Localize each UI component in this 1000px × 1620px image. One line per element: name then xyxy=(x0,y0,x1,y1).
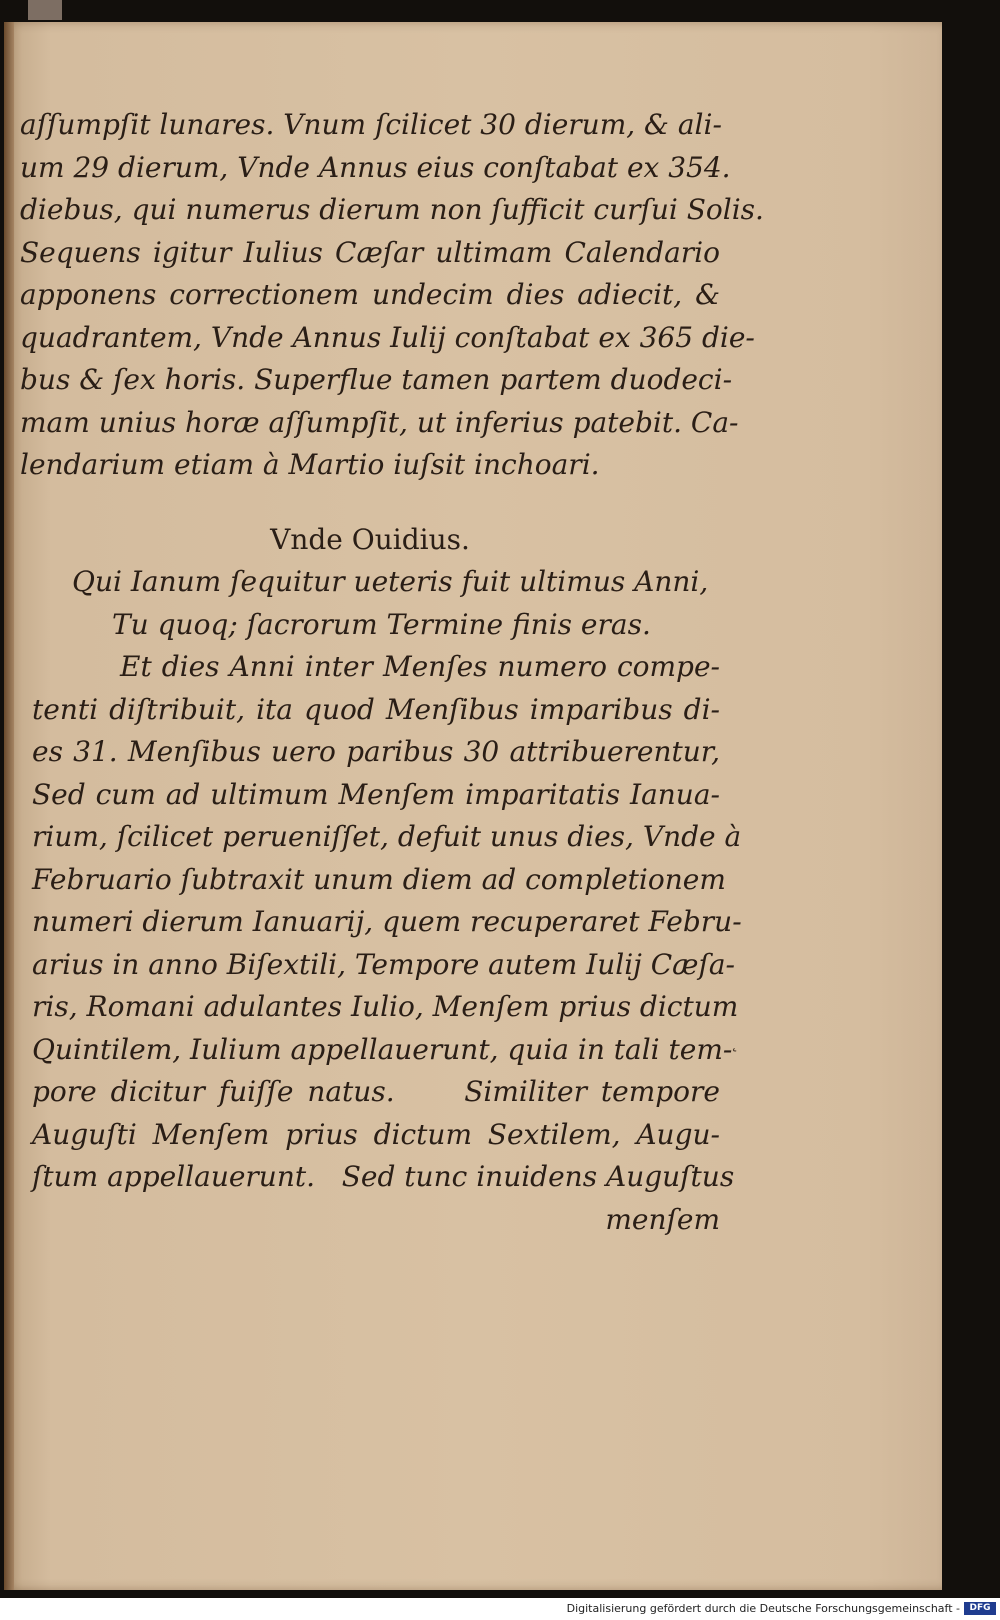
text-line: Et dies Anni inter Menſes numero compe- xyxy=(120,650,720,683)
text-line: bus & ſex horis. Superflue tamen partem duodeci- xyxy=(20,363,733,396)
text-line: Sequens igitur Iulius Cæſar ultimam Calendario xyxy=(20,235,720,269)
text-line: rium, ſcilicet perueniſſet, defuit unus dies, Vnde à xyxy=(32,820,742,853)
dfg-logo: DFG xyxy=(964,1602,996,1615)
text-line: quadrantem, Vnde Annus Iulij conſtabat ex 365 die- xyxy=(20,320,755,354)
text-line: lendarium etiam à Martio iuſsit inchoari. xyxy=(20,448,600,481)
paragraph-2 xyxy=(20,646,742,1199)
margin-mark: ˛ xyxy=(730,1032,739,1053)
text-line: aſſumpſit lunares. Vnum ſcilicet 30 dierum, & ali- xyxy=(20,108,722,141)
page-text xyxy=(20,104,764,1241)
text-line: mam unius horæ aſſumpſit, ut inferius patebit. Ca- xyxy=(20,405,739,439)
paragraph-1 xyxy=(20,104,764,487)
text-line: es 31. Menſibus uero paribus 30 attribuerentur, xyxy=(32,735,720,768)
text-line: diebus, qui numerus dierum non ſufficit curſui Solis. xyxy=(20,193,764,226)
footer-bar xyxy=(0,1598,1000,1620)
spacer xyxy=(20,487,720,519)
text-line: tenti diſtribuit, ita quod Menſibus imparibus di- xyxy=(32,692,720,726)
text-line: apponens correctionem undecim dies adiecit, & xyxy=(20,278,720,311)
text-line: ſtum appellauerunt. Sed tunc inuidens Auguſtus xyxy=(32,1160,735,1193)
text-line: arius in anno Biſextili, Tempore autem Iulij Cæſa- xyxy=(32,947,736,981)
text-line: um 29 dierum, Vnde Annus eius conſtabat ex 354. xyxy=(20,150,731,184)
text-line: ris, Romani adulantes Iulio, Menſem prius dictum xyxy=(32,990,739,1023)
page-gutter xyxy=(4,22,14,1590)
verse xyxy=(20,561,720,646)
text-line: pore dicitur fuiſſe natus. Similiter tempore xyxy=(32,1075,720,1108)
text-line: Quintilem, Iulium appellauerunt, quia in tali tem- xyxy=(32,1032,733,1066)
verse-line: Qui Ianum ſequitur ueteris fuit ultimus Anni, xyxy=(72,565,709,598)
catchword: menſem xyxy=(605,1202,720,1236)
funding-credit: Digitalisierung gefördert durch die Deutsche Forschungsgemeinschaft - xyxy=(566,1602,960,1615)
text-line: Sed cum ad ultimum Menſem imparitatis Ianua- xyxy=(32,777,720,811)
text-line: Februario ſubtraxit unum diem ad completionem xyxy=(32,862,726,896)
page-tab xyxy=(28,0,62,20)
verse-line: Tu quoq; ſacrorum Termine finis eras. xyxy=(112,607,651,641)
text-line: Auguſti Menſem prius dictum Sextilem, Augu- xyxy=(32,1117,720,1151)
text-line: numeri dierum Ianuarij, quem recuperaret Febru- xyxy=(32,905,742,938)
section-heading: Vnde Ouidius. xyxy=(270,522,470,556)
